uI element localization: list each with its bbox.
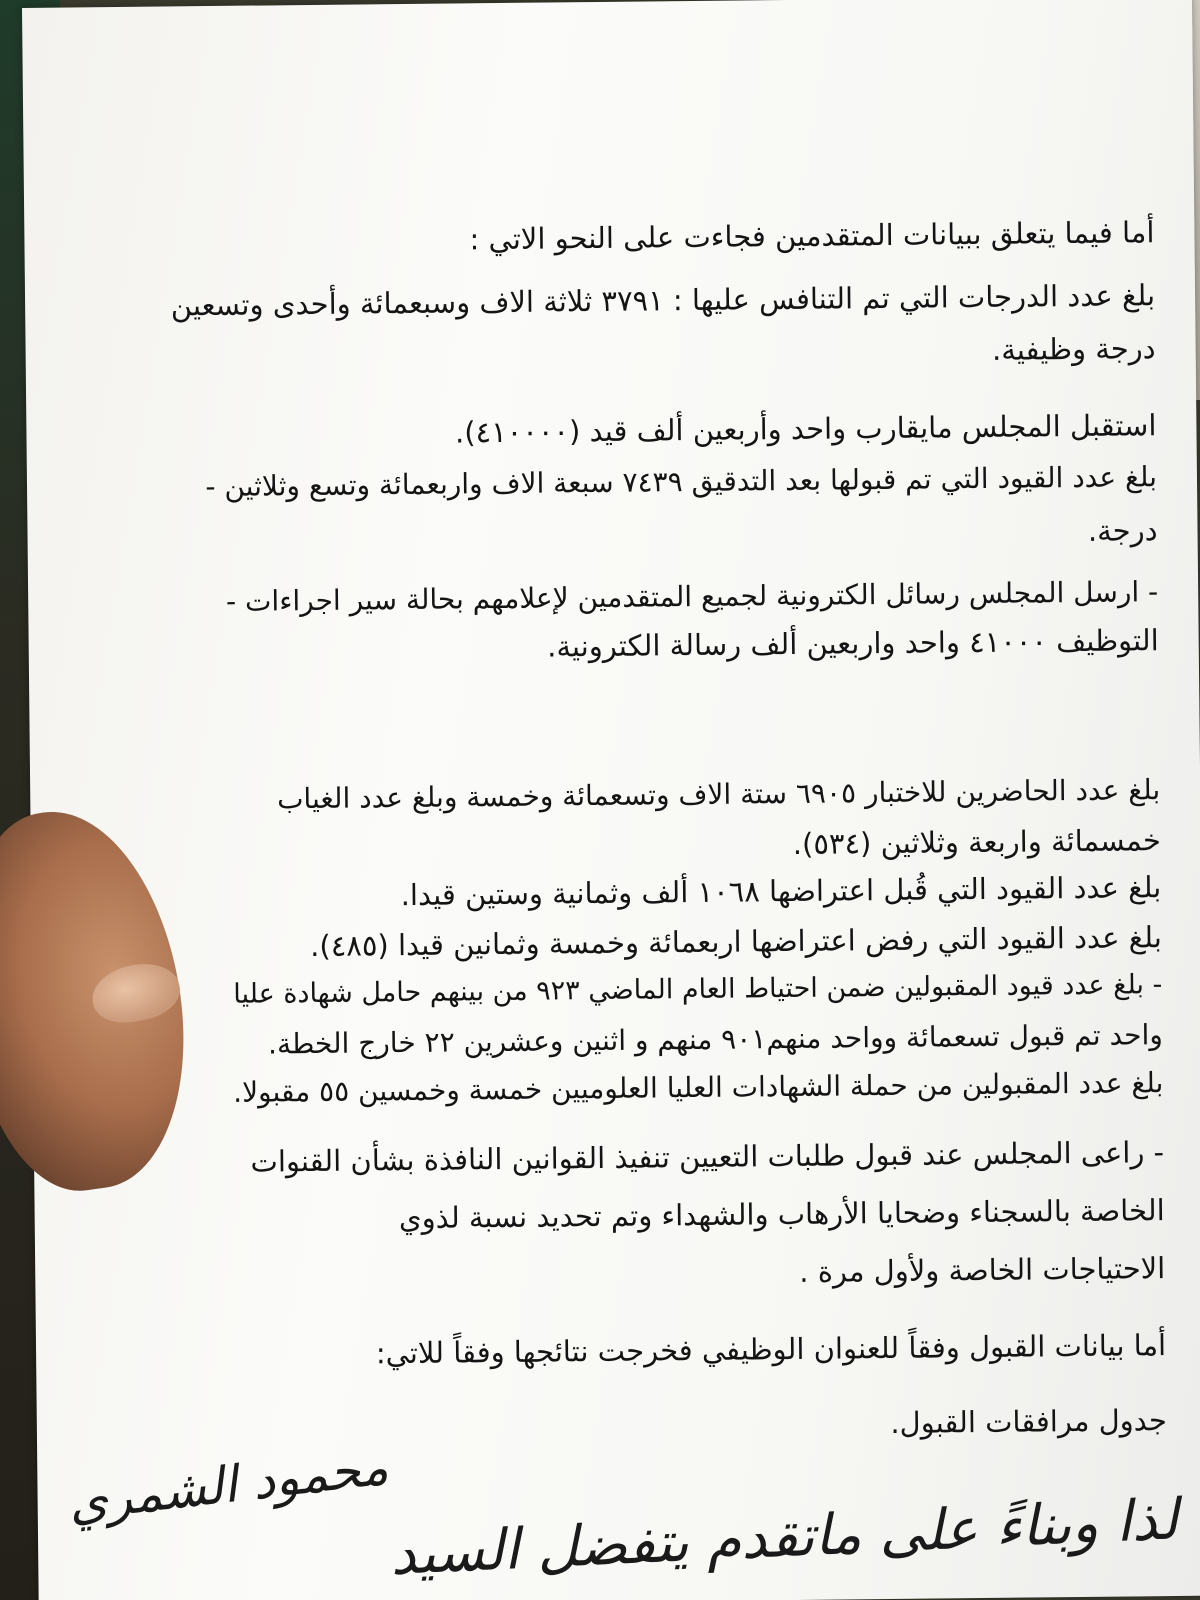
paper-sheet: [22, 0, 1200, 1600]
line-objections-accepted: بلغ عدد القيود التي قُبل اعتراضها ١٠٦٨ ألف وثمانية وستين قيدا.: [400, 870, 1162, 913]
line-objections-rejected: بلغ عدد القيود التي رفض اعتراضها اربعمائة وخمسة وثمانين قيدا (٤٨٥).: [309, 920, 1162, 964]
line-degrees-count: بلغ عدد الدرجات التي تم التنافس عليها : ٣٧٩١ ثلاثة الاف وسبعمائة وأحدى وتسعين: [170, 278, 1156, 323]
line-emails-sent-cont: التوظيف ٤١٠٠٠ واحد واربعين ألف رسالة الكترونية.: [546, 623, 1159, 664]
line-absentees: خمسمائة واربعة وثلاثين (٥٣٤).: [792, 823, 1161, 861]
handwritten-signature: محمود الشمري: [65, 1437, 392, 1533]
line-accepted-entries-cont: درجة.: [1087, 513, 1158, 548]
line-reserve-entries: - بلغ عدد قيود المقبولين ضمن احتياط العام الماضي ٩٢٣ من بينهم حامل شهادة عليا: [233, 969, 1163, 1010]
line-emails-sent: - ارسل المجلس رسائل الكترونية لجميع المتقدمين لإعلامهم بحالة سير اجراءات -: [225, 575, 1159, 618]
line-accepted-entries: بلغ عدد القيود التي تم قبولها بعد التدقيق ٧٤٣٩ سبعة الاف واربعمائة وتسع وثلاثين -: [205, 460, 1158, 504]
line-exam-attendees: بلغ عدد الحاضرين للاختبار ٦٩٠٥ ستة الاف وتسعمائة وخمسة وبلغ عدد الغياب: [276, 773, 1161, 816]
line-attachments-table: جدول مرافقات القبول.: [890, 1403, 1168, 1440]
line-laws-applied-end: الاحتياجات الخاصة ولأول مرة .: [799, 1251, 1166, 1289]
line-acceptance-by-title: أما بيانات القبول وفقاً للعنوان الوظيفي فخرجت نتائجها وفقاً للاتي:: [375, 1328, 1167, 1371]
document-body: [92, 0, 1168, 1440]
line-laws-applied-cont: الخاصة بالسجناء وضحايا الأرهاب والشهداء وتم تحديد نسبة لذوي: [398, 1193, 1165, 1236]
handwritten-closing: لذا وبناءً على ماتقدم يتفضل السيد: [388, 1487, 1180, 1588]
line-laws-applied: - راعى المجلس عند قبول طلبات التعيين تنفيذ القوانين النافذة بشأن القنوات: [250, 1135, 1165, 1179]
line-higher-degrees: بلغ عدد المقبولين من حملة الشهادات العليا العلوميين خمسة وخمسين ٥٥ مقبولا.: [233, 1066, 1164, 1109]
line-received-entries: استقبل المجلس مايقارب واحد وأربعين ألف قيد (٤١٠٠٠٠).: [454, 408, 1157, 450]
line-intro: أما فيما يتعلق ببيانات المتقدمين فجاءت على النحو الاتي :: [469, 215, 1155, 257]
line-reserve-accepted: واحد تم قبول تسعمائة وواحد منهم٩٠١ منهم و اثنين وعشرين ٢٢ خارج الخطة.: [267, 1018, 1163, 1061]
line-degrees-count-cont: درجة وظيفية.: [991, 331, 1156, 367]
